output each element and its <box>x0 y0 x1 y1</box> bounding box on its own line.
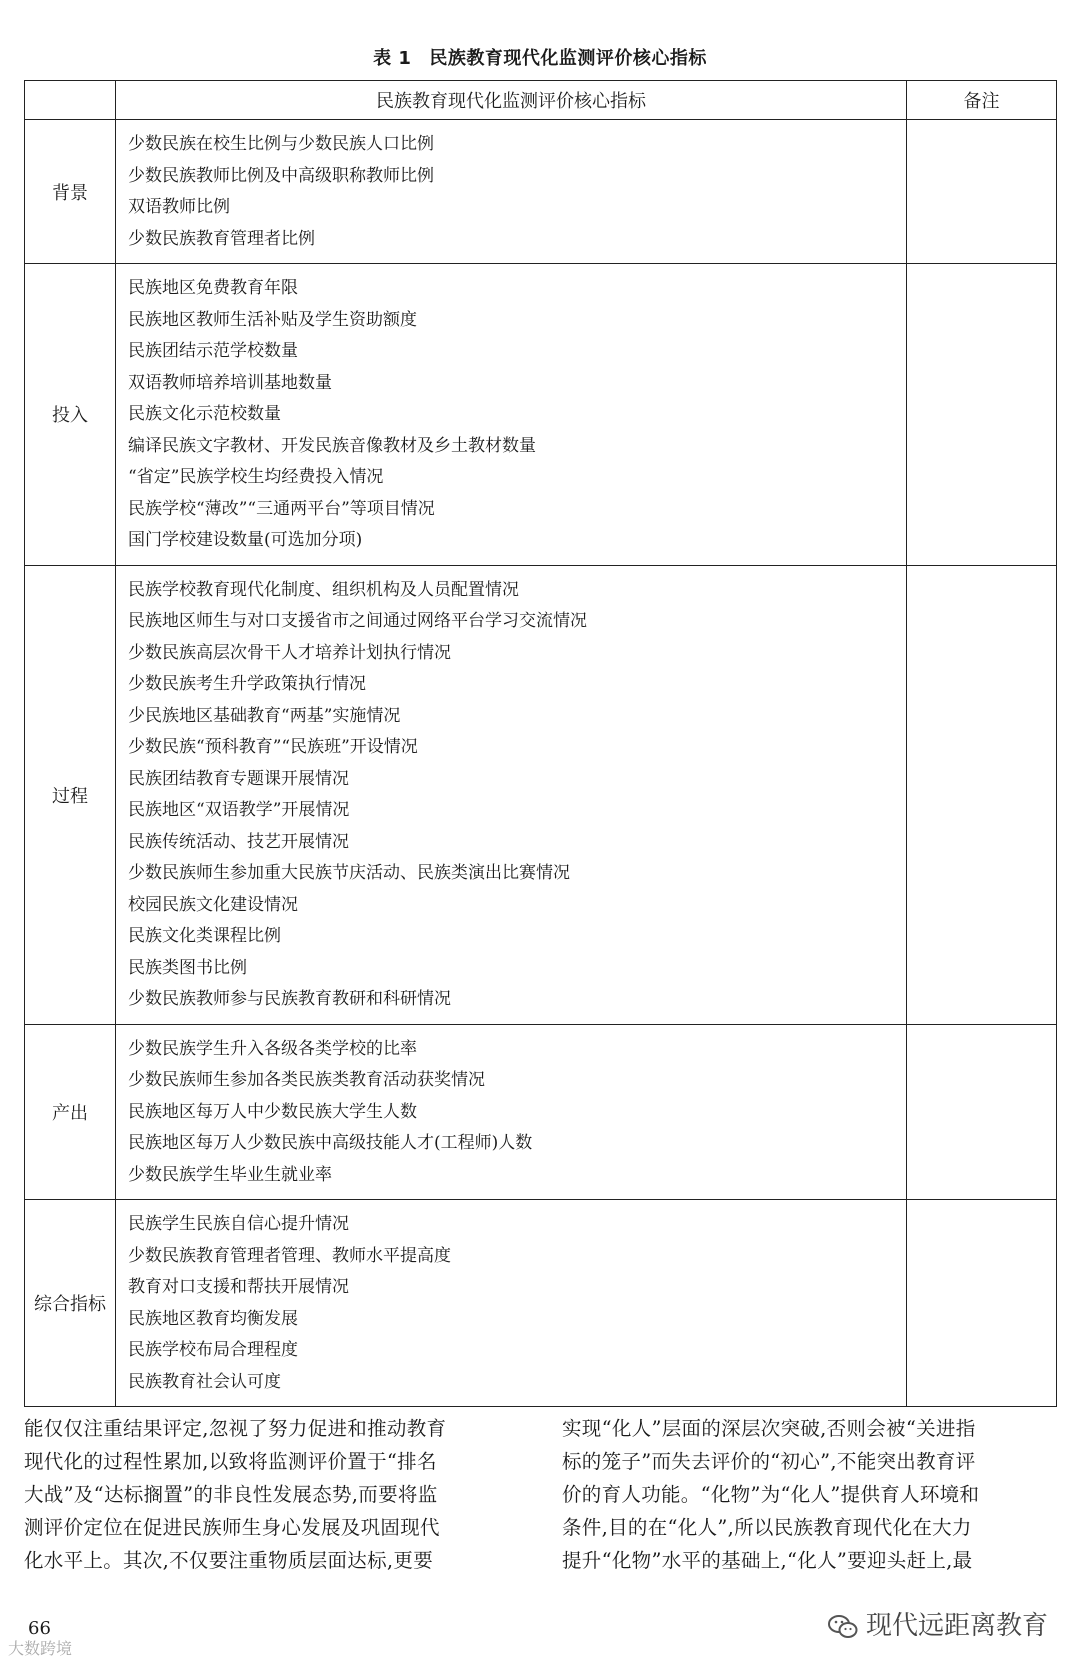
indicator-item: 少数民族教育管理者管理、教师水平提高度 <box>128 1245 451 1266</box>
indicator-item: 民族文化类课程比例 <box>128 926 281 946</box>
category-cell: 背景 <box>25 120 116 264</box>
category-cell: 产出 <box>25 1024 116 1200</box>
indicator-item: 少数民族师生参加重大民族节庆活动、民族类演出比赛情况 <box>128 863 570 883</box>
body-text-line: 测评价定位在促进民族师生身心发展及巩固现代 <box>24 1516 440 1539</box>
body-text-line: 条件,目的在“化人”,所以民族教育现代化在大力 <box>562 1516 972 1539</box>
table-row <box>25 120 1057 264</box>
indicator-item: “省定”民族学校生均经费投入情况 <box>128 467 384 487</box>
header-main: 民族教育现代化监测评价核心指标 <box>116 81 907 120</box>
category-cell: 投入 <box>25 264 116 566</box>
indicator-item: 民族地区教育均衡发展 <box>128 1308 298 1329</box>
indicator-item: 校园民族文化建设情况 <box>128 894 298 915</box>
indicator-item: 少数民族高层次骨干人才培养计划执行情况 <box>128 642 451 663</box>
note-cell <box>907 1200 1057 1407</box>
indicator-item: 民族地区每万人中少数民族大学生人数 <box>128 1101 417 1122</box>
indicator-item: 少数民族教育管理者比例 <box>128 228 315 249</box>
indicator-list-cell <box>116 565 907 1024</box>
body-text-line: 标的笼子”而失去评价的“初心”,不能突出教育评 <box>562 1450 976 1473</box>
body-text-right-column <box>562 1412 1047 1577</box>
indicator-item: 民族团结示范学校数量 <box>128 341 298 361</box>
indicator-item: 少数民族学生毕业生就业率 <box>128 1164 332 1185</box>
indicator-list-cell <box>116 120 907 264</box>
table-number: 表 1 <box>373 48 412 69</box>
indicator-item: 双语教师培养培训基地数量 <box>128 372 332 393</box>
indicator-item: 民族文化示范校数量 <box>128 404 281 424</box>
indicator-item: 教育对口支援和帮扶开展情况 <box>128 1277 349 1297</box>
table-row <box>25 264 1057 566</box>
indicator-item: 民族传统活动、技艺开展情况 <box>128 831 349 852</box>
indicator-item: 双语教师比例 <box>128 197 230 217</box>
table-caption <box>0 44 1080 74</box>
watermark-left: 大数跨境 <box>8 1639 73 1658</box>
table-header-row <box>25 81 1057 120</box>
category-cell: 过程 <box>25 565 116 1024</box>
watermark-right-text: 现代远距离教育 <box>866 1611 1049 1641</box>
note-cell <box>907 565 1057 1024</box>
indicator-item: 民族团结教育专题课开展情况 <box>128 768 349 789</box>
body-text-line: 价的育人功能。“化物”为“化人”提供育人环境和 <box>562 1483 980 1506</box>
indicator-item: 少数民族“预科教育”“民族班”开设情况 <box>128 737 418 757</box>
indicator-item: 民族地区教师生活补贴及学生资助额度 <box>128 309 417 330</box>
indicator-item: 民族类图书比例 <box>128 957 247 978</box>
indicator-item: 国门学校建设数量(可选加分项) <box>128 530 363 550</box>
indicator-item: 民族地区免费教育年限 <box>128 278 298 298</box>
body-text-line: 化水平上。其次,不仅要注重物质层面达标,更要 <box>24 1549 433 1572</box>
table-title: 民族教育现代化监测评价核心指标 <box>429 48 707 69</box>
indicator-item: 民族学校“薄改”“三通两平台”等项目情况 <box>128 498 435 519</box>
header-category-cell <box>25 81 116 120</box>
indicator-item: 民族学校教育现代化制度、组织机构及人员配置情况 <box>128 579 519 600</box>
note-cell <box>907 264 1057 566</box>
indicator-item: 少数民族在校生比例与少数民族人口比例 <box>128 134 434 154</box>
header-note: 备注 <box>907 81 1057 120</box>
indicator-item: 民族学生民族自信心提升情况 <box>128 1214 349 1234</box>
indicator-item: 少数民族教师参与民族教育教研和科研情况 <box>128 989 451 1009</box>
indicator-table <box>24 80 1057 1407</box>
note-cell <box>907 120 1057 264</box>
indicator-item: 民族学校布局合理程度 <box>128 1340 298 1360</box>
table-row <box>25 1200 1057 1407</box>
indicator-item: 少数民族学生升入各级各类学校的比率 <box>128 1038 417 1059</box>
indicator-item: 少数民族考生升学政策执行情况 <box>128 674 366 694</box>
category-cell: 综合指标 <box>25 1200 116 1407</box>
body-text-line: 实现“化人”层面的深层次突破,否则会被“关进指 <box>562 1417 976 1440</box>
table-row <box>25 565 1057 1024</box>
body-text-line: 提升“化物”水平的基础上,“化人”要迎头赶上,最 <box>562 1549 973 1572</box>
body-text-line: 现代化的过程性累加,以致将监测评价置于“排名 <box>24 1450 437 1473</box>
watermark-right <box>828 1606 1048 1646</box>
indicator-list-cell <box>116 1200 907 1407</box>
body-text-line: 能仅仅注重结果评定,忽视了努力促进和推动教育 <box>24 1417 447 1440</box>
indicator-item: 民族地区师生与对口支援省市之间通过网络平台学习交流情况 <box>128 611 587 631</box>
body-text-line: 大战”及“达标搁置”的非良性发展态势,而要将监 <box>24 1483 438 1506</box>
indicator-list-cell <box>116 264 907 566</box>
table-body <box>25 120 1057 1407</box>
body-text-left-column <box>24 1412 509 1577</box>
note-cell <box>907 1024 1057 1200</box>
indicator-item: 民族地区每万人少数民族中高级技能人才(工程师)人数 <box>128 1133 533 1153</box>
indicator-item: 少数民族教师比例及中高级职称教师比例 <box>128 165 434 186</box>
indicator-item: 编译民族文字教材、开发民族音像教材及乡土教材数量 <box>128 435 536 456</box>
indicator-item: 民族地区“双语教学”开展情况 <box>128 800 350 820</box>
indicator-item: 少民族地区基础教育“两基”实施情况 <box>128 705 401 726</box>
indicator-item: 少数民族师生参加各类民族类教育活动获奖情况 <box>128 1070 485 1090</box>
indicator-list-cell <box>116 1024 907 1200</box>
indicator-item: 民族教育社会认可度 <box>128 1371 281 1392</box>
table-row <box>25 1024 1057 1200</box>
wechat-icon <box>828 1614 858 1640</box>
page-number: 66 <box>28 1618 51 1639</box>
